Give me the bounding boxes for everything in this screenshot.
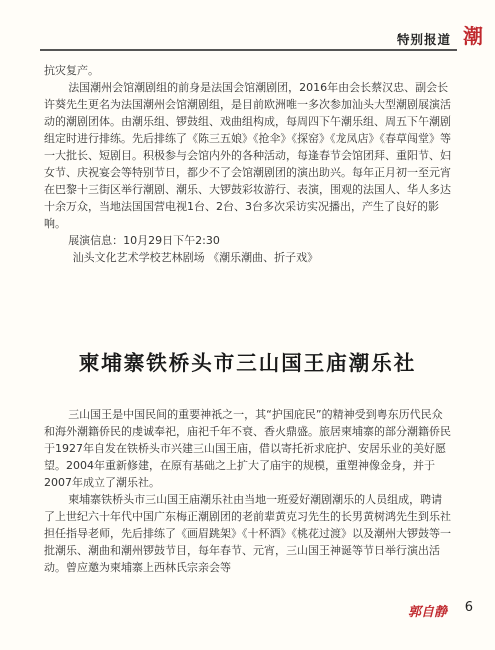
seal-logo-icon: 潮	[463, 24, 483, 48]
article-2-paragraph-1: 三山国王是中国民间的重要神祇之一，其“护国庇民”的精神受到粤东历代民众和海外潮籍侨民的虔诚奉祀，庙祀千年不衰、香火鼎盛。旅居柬埔寨的部分潮籍侨民于1927年自发在铁桥头市兴建三山国王庙，借以寄托祈求庇护、安居乐业的美好愿望。2004年重新修建，在原有基础之上扩大了庙宇的规模，重塑神像金身，并于2007年成立了潮乐社。	[44, 408, 451, 489]
article-2-paragraph-2: 柬埔寨铁桥头市三山国王庙潮乐社由当地一班爱好潮剧潮乐的人员组成，聘请了上世纪六十年代中国广东梅正潮剧团的老前辈黄克习先生的长男黄树鸿先生到乐社担任指导老师，先后排练了《画眉跳架》《十杯酒》《桃花过渡》以及潮州大锣鼓等一批潮乐、潮曲和潮州锣鼓节目，每年春节、元宵，三山国王神诞等节日举行演出活动。曾应邀为柬埔寨上西林氏宗亲会等	[44, 493, 451, 574]
page-header	[0, 24, 495, 50]
page-number: 6	[464, 600, 473, 615]
article-1-paragraph: 法国潮州会馆潮剧组的前身是法国会馆潮剧团，2016年由会长蔡汉忠、副会长许葵先生更名为法国潮州会馆潮剧组，是目前欧洲唯一多次参加汕头大型潮剧展演活动的潮剧团体。由潮乐组、锣鼓组、戏曲组构成，每周四下午潮乐组、周五下午潮剧组定时进行排练。先后排练了《陈三五娘》《抢伞》《探窑》《龙凤店》《春草闯堂》等一大批长、短剧目。积极参与会馆内外的各种活动，每逢春节会馆团拜、重阳节、妇女节、庆祝宴会等特别节日，都少不了会馆潮剧团的演出助兴。每年正月初一至元宵在巴黎十三街区举行潮剧、潮乐、大锣鼓彩妆游行、表演，围观的法国人、华人多达十余万众，当地法国国营电视1台、2台、3台多次采访实况播出，产生了良好的影响。	[44, 81, 451, 230]
performance-info: 展演信息：10月29日下午2:30	[68, 234, 220, 247]
section-title: 特别报道	[396, 32, 451, 47]
performance-venue: 汕头文化艺术学校艺林剧场 《潮乐潮曲、折子戏》	[72, 251, 319, 264]
article-1-continuation: 抗灾复产。	[44, 64, 99, 77]
article-2-title: 柬埔寨铁桥头市三山国王庙潮乐社	[78, 351, 417, 375]
calligraphy-signature: 郭自静	[407, 605, 447, 620]
article-2	[44, 406, 452, 576]
article-1	[44, 62, 452, 266]
header-rule	[40, 49, 457, 51]
